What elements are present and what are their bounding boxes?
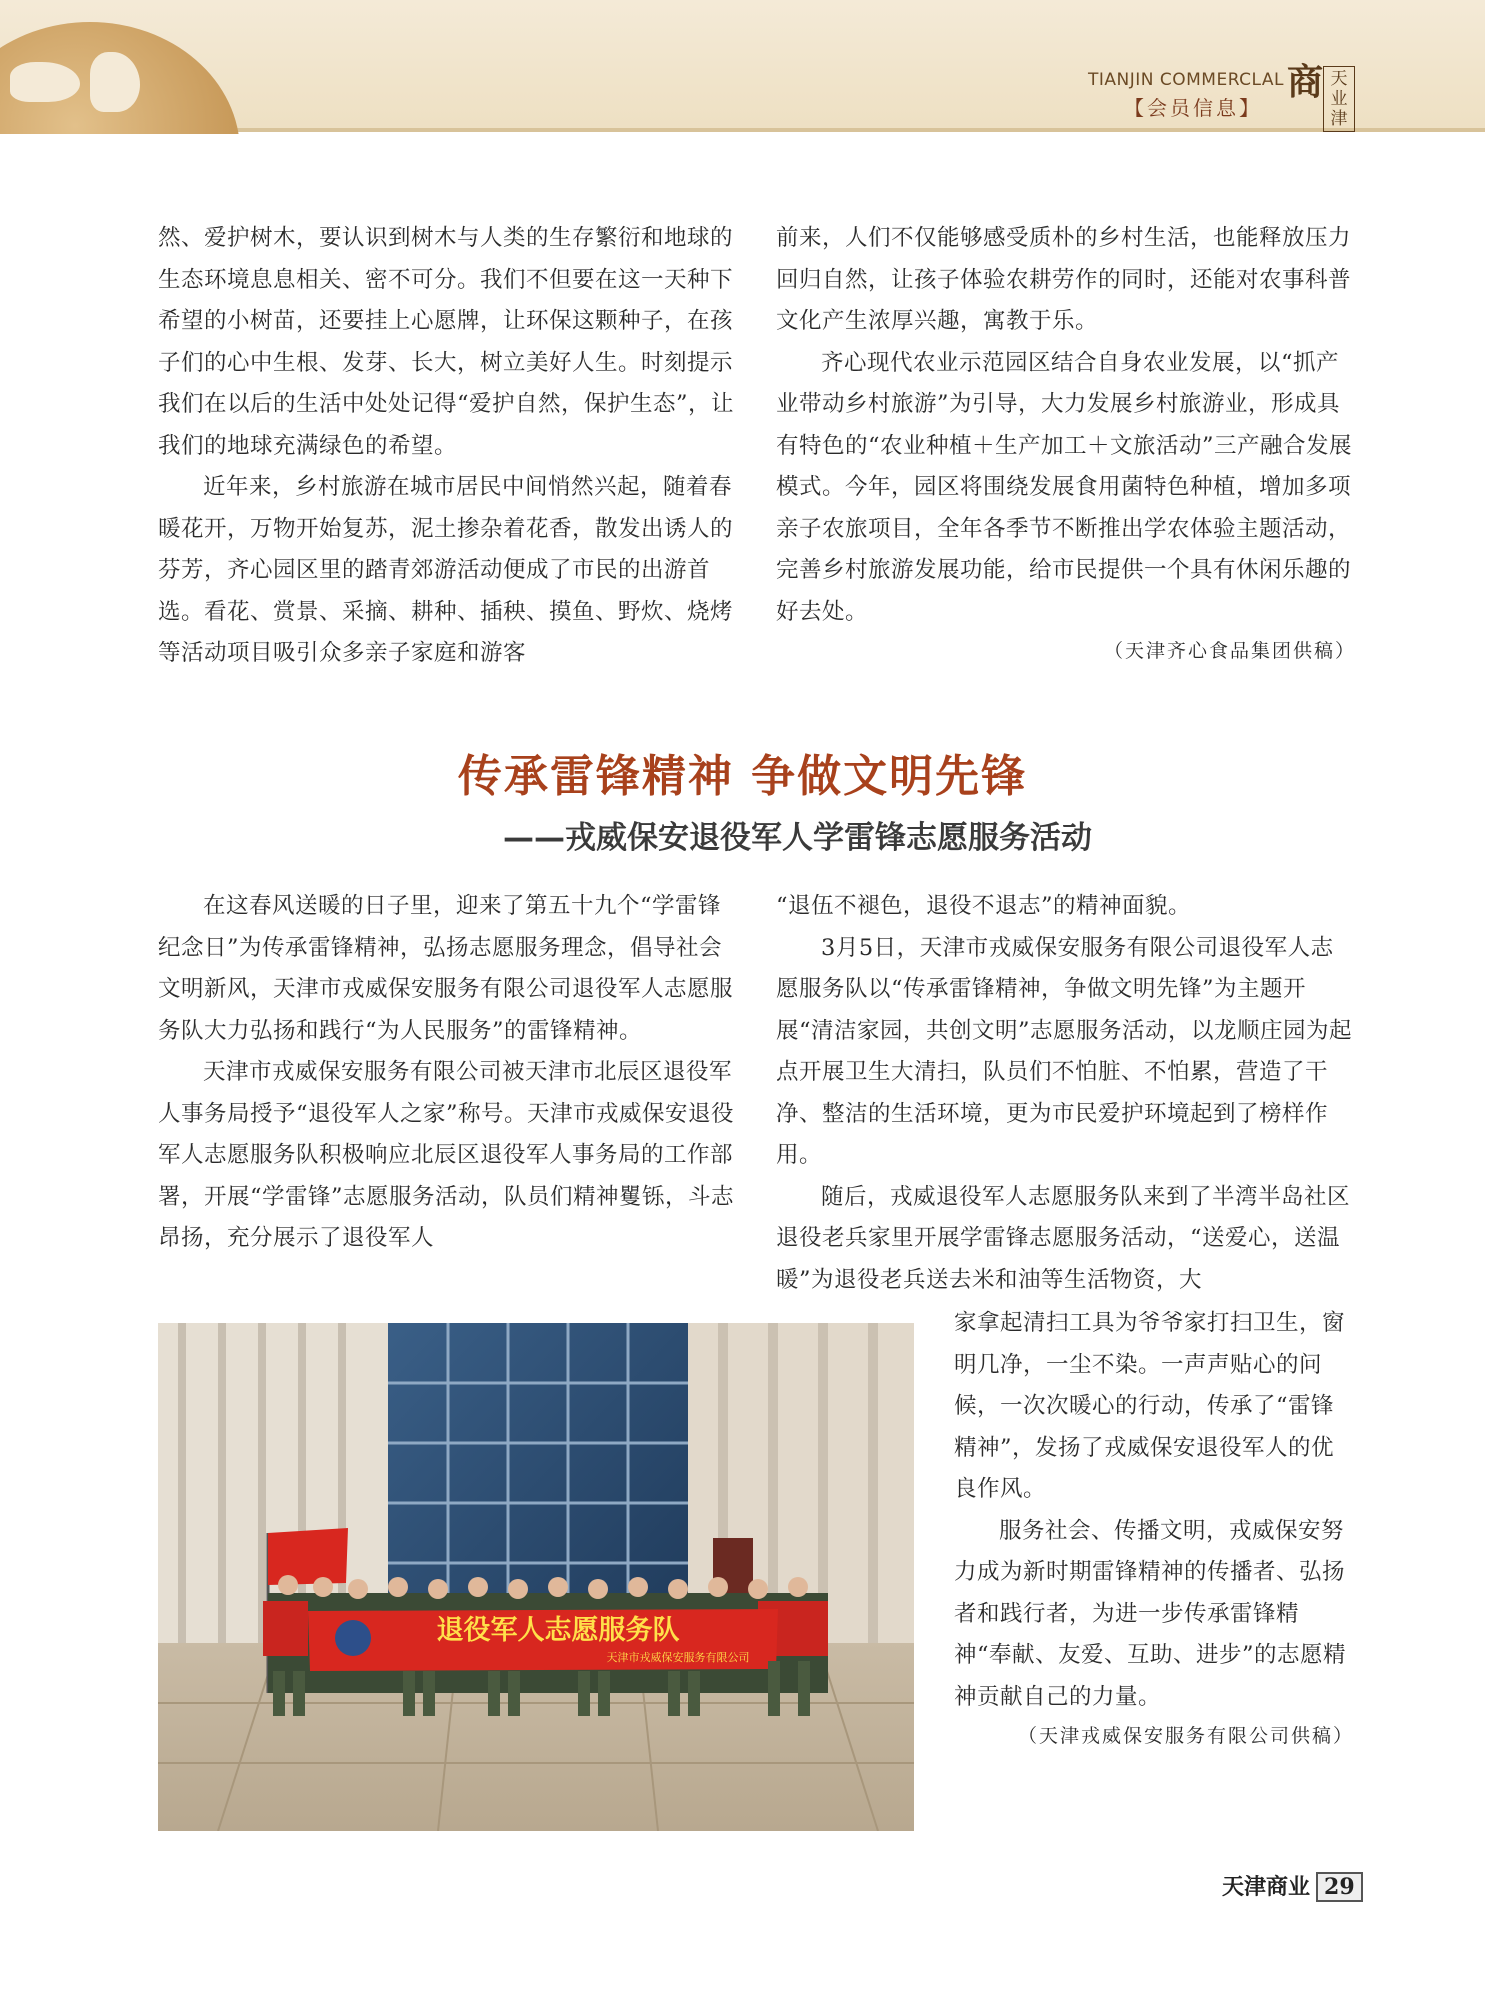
- article2-credit: （天津戎威保安服务有限公司供稿）: [1017, 1725, 1354, 1747]
- header-logo-char: 商: [1287, 61, 1324, 103]
- magazine-name: 天津商业: [1222, 1875, 1311, 1900]
- article1-credit: （天津齐心食品集团供稿）: [1103, 640, 1356, 662]
- banner-text: 退役军人志愿服务队: [436, 1615, 680, 1646]
- paragraph: 前来，人们不仅能够感受质朴的乡村生活，也能释放压力回归自然，让孩子体验农耕劳作的同时，还能对农事科普文化产生浓厚兴趣，寓教于乐。: [776, 225, 1352, 334]
- paragraph: 齐心现代农业示范园区结合自身农业发展，以“抓产业带动乡村旅游”为引导，大力发展乡村旅游业，形成具有特色的“农业种植＋生产加工＋文旅活动”三产融合发展模式。今年，园区将围绕发展食用菌特色种植，增加多项亲子农旅项目，全年各季节不断推出学农体验主题活动，完善乡村旅游发展功能，给市民提供一个具有休闲乐趣的好去处。: [776, 349, 1353, 625]
- paragraph: 天津市戎威保安服务有限公司被天津市北辰区退役军人事务局授予“退役军人之家”称号。天津市戎威保安退役军人志愿服务队积极响应北辰区退役军人事务局的工作部署，开展“学雷锋”志愿服务活动，队员们精神矍铄，斗志昂扬，充分展示了退役军人: [158, 1059, 735, 1251]
- header-english-title: TIANJIN COMMERCLAL: [1088, 70, 1285, 90]
- article1-left-column: [158, 218, 740, 675]
- volunteer-team-photo: [158, 1323, 914, 1831]
- paragraph: 3月5日，天津市戎威保安服务有限公司退役军人志愿服务队以“传承雷锋精神，争做文明先锋”为主题开展“清洁家园，共创文明”志愿服务活动，以龙顺庄园为起点开展卫生大清扫，队员们不怕脏、不怕累，营造了干净、整洁的生活环境，更为市民爱护环境起到了榜样作用。: [776, 934, 1353, 1168]
- paragraph: 近年来，乡村旅游在城市居民中间悄然兴起，随着春暖花开，万物开始复苏，泥土掺杂着花香，散发出诱人的芬芳，齐心园区里的踏青郊游活动便成了市民的出游首选。看花、赏景、采摘、耕种、插秧、摸鱼、野炊、烧烤等活动项目吸引众多亲子家庭和游客: [158, 474, 734, 666]
- paragraph: 随后，戎威退役军人志愿服务队来到了半湾半岛社区退役老兵家里开展学雷锋志愿服务活动，“送爱心，送温暖”为退役老兵送去米和油等生活物资，大: [776, 1183, 1351, 1293]
- header-section-label: 【会员信息】: [1124, 96, 1262, 120]
- banner-subtext: 天津市戎威保安服务有限公司: [606, 1651, 750, 1664]
- paragraph: 然、爱护树木，要认识到树木与人类的生存繁衍和地球的生态环境息息相关、密不可分。我们不但要在这一天种下希望的小树苗，还要挂上心愿牌，让环保这颗种子，在孩子们的心中生根、发芽、长大，树立美好人生。时刻提示我们在以后的生活中处处记得“爱护自然，保护生态”，让我们的地球充满绿色的希望。: [158, 225, 735, 459]
- page-number: 29: [1316, 1872, 1363, 1902]
- header-logo-box: 天业津: [1323, 66, 1355, 132]
- article2-title: 传承雷锋精神 争做文明先锋: [457, 751, 1028, 802]
- article2-right-column: [776, 886, 1356, 1301]
- article1-right-column: [776, 218, 1356, 669]
- paragraph: 家拿起清扫工具为爷爷家打扫卫生，窗明几净，一尘不染。一声声贴心的问候，一次次暖心的行动，传承了“雷锋精神”，发扬了戎威保安退役军人的优良作风。: [954, 1310, 1346, 1502]
- article2-wrap-column: [954, 1303, 1354, 1754]
- paragraph: “退伍不褪色，退役不退志”的精神面貌。: [776, 893, 1192, 919]
- page-header: [0, 0, 1485, 132]
- article2-subtitle: ——戎威保安退役军人学雷锋志愿服务活动: [503, 820, 1092, 856]
- paragraph: 在这春风送暖的日子里，迎来了第五十九个“学雷锋纪念日”为传承雷锋精神，弘扬志愿服务理念，倡导社会文明新风，天津市戎威保安服务有限公司退役军人志愿服务队大力弘扬和践行“为人民服务”的雷锋精神。: [158, 893, 734, 1044]
- article2-left-column: [158, 886, 740, 1260]
- page-footer: [1222, 1870, 1363, 1902]
- paragraph: 服务社会、传播文明，戎威保安努力成为新时期雷锋精神的传播者、弘扬者和践行者，为进一步传承雷锋精神“奉献、友爱、互助、进步”的志愿精神贡献自己的力量。: [954, 1517, 1347, 1710]
